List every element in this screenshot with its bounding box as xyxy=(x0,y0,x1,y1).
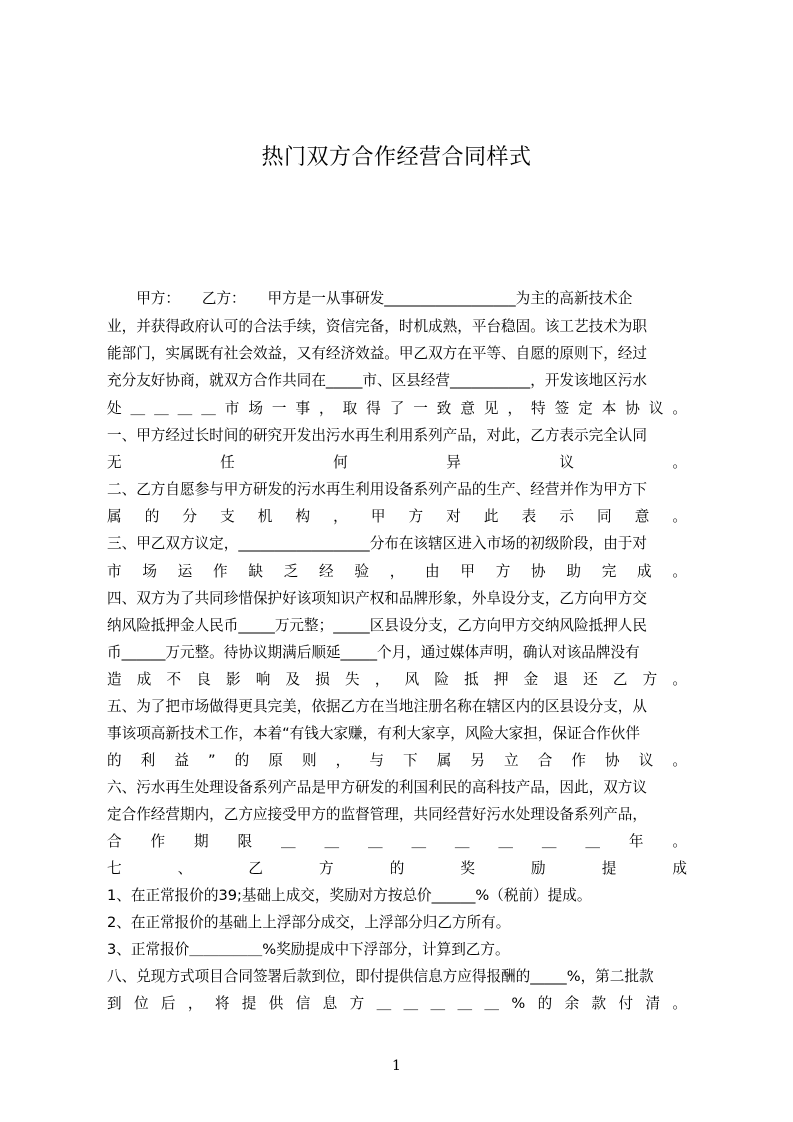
paragraph-line: 一、甲方经过长时间的研究开发出污水再生利用系列产品，对此，乙方表示完全认同 xyxy=(107,427,647,444)
paragraph-line: 定合作经营期内，乙方应接受甲方的监督管理，共同经营好污水处理设备系列产品， xyxy=(107,806,647,823)
paragraph-line: 充分友好协商，就双方合作共同在_____市、区县经营___________，开发该地区污水 xyxy=(107,372,647,389)
paragraph-line: 事该项高新技术工作，本着“有钱大家赚，有利大家享，风险大家担，保证合作伙伴 xyxy=(107,725,640,742)
document-title: 热门双方合作经营合同样式 xyxy=(261,145,532,170)
paragraph-line: 合作期限＿＿＿＿＿＿＿＿年。 xyxy=(107,833,687,850)
paragraph-line: 市场运作缺乏经验，由甲方协助完成。 xyxy=(107,563,687,580)
paragraph-line: 七、乙方的奖励提成 xyxy=(107,860,687,877)
paragraph-line: 八、兑现方式项目合同签署后款到位，即付提供信息方应得报酬的_____%，第二批款 xyxy=(107,968,654,985)
paragraph-line: 1、在正常报价的39;基础上成交，奖励对方按总价______%（税前）提成。 xyxy=(107,887,592,904)
paragraph-line: 纳风险抵押金人民币_____万元整；_____区县设分支，乙方向甲方交纳风险抵押人民 xyxy=(107,617,647,634)
paragraph-line: 造成不良影响及损失，风险抵押金退还乙方。 xyxy=(107,671,687,688)
paragraph-line: 3、正常报价＿＿＿＿＿%奖励提成中下浮部分，计算到乙方。 xyxy=(107,941,510,958)
paragraph-line: 币______万元整。待协议期满后顺延_____个月，通过媒体声明，确认对该品牌没有 xyxy=(107,644,640,661)
paragraph-line: 处＿＿＿＿市场一事，取得了一致意见，特签定本协议。 xyxy=(107,400,687,417)
paragraph-line: 到位后，将提供信息方＿＿＿＿＿%的余款付清。 xyxy=(107,995,687,1012)
paragraph-line: 甲方： 乙方： 甲方是一从事研发__________________为主的高新技术企 xyxy=(107,290,633,307)
paragraph-line: 五、为了把市场做得更具完美，依据乙方在当地注册名称在辖区内的区县设分支，从 xyxy=(107,698,647,715)
paragraph-line: 三、甲乙双方议定，__________________分布在该辖区进入市场的初级阶段，由于对 xyxy=(107,535,647,552)
paragraph-line: 无任何异议。 xyxy=(107,454,687,471)
paragraph-line: 六、污水再生处理设备系列产品是甲方研发的利国利民的高科技产品，因此，双方议 xyxy=(107,779,647,796)
paragraph-line: 四、双方为了共同珍惜保护好该项知识产权和品牌形象，外阜设分支，乙方向甲方交 xyxy=(107,590,647,607)
paragraph-line: 2、在正常报价的基础上上浮部分成交，上浮部分归乙方所有。 xyxy=(107,914,511,931)
page-number: 1 xyxy=(392,1058,401,1074)
paragraph-line: 能部门，实属既有社会效益，又有经济效益。甲乙双方在平等、自愿的原则下，经过 xyxy=(107,345,647,362)
paragraph-line: 属的分支机构，甲方对此表示同意。 xyxy=(107,508,687,525)
paragraph-line: 业，并获得政府认可的合法手续，资信完备，时机成熟，平台稳固。该工艺技术为职 xyxy=(107,318,647,335)
paragraph-line: 二、乙方自愿参与甲方研发的污水再生利用设备系列产品的生产、经营并作为甲方下 xyxy=(107,481,647,498)
paragraph-line: 的利益”的原则，与下属另立合作协议。 xyxy=(107,752,687,769)
